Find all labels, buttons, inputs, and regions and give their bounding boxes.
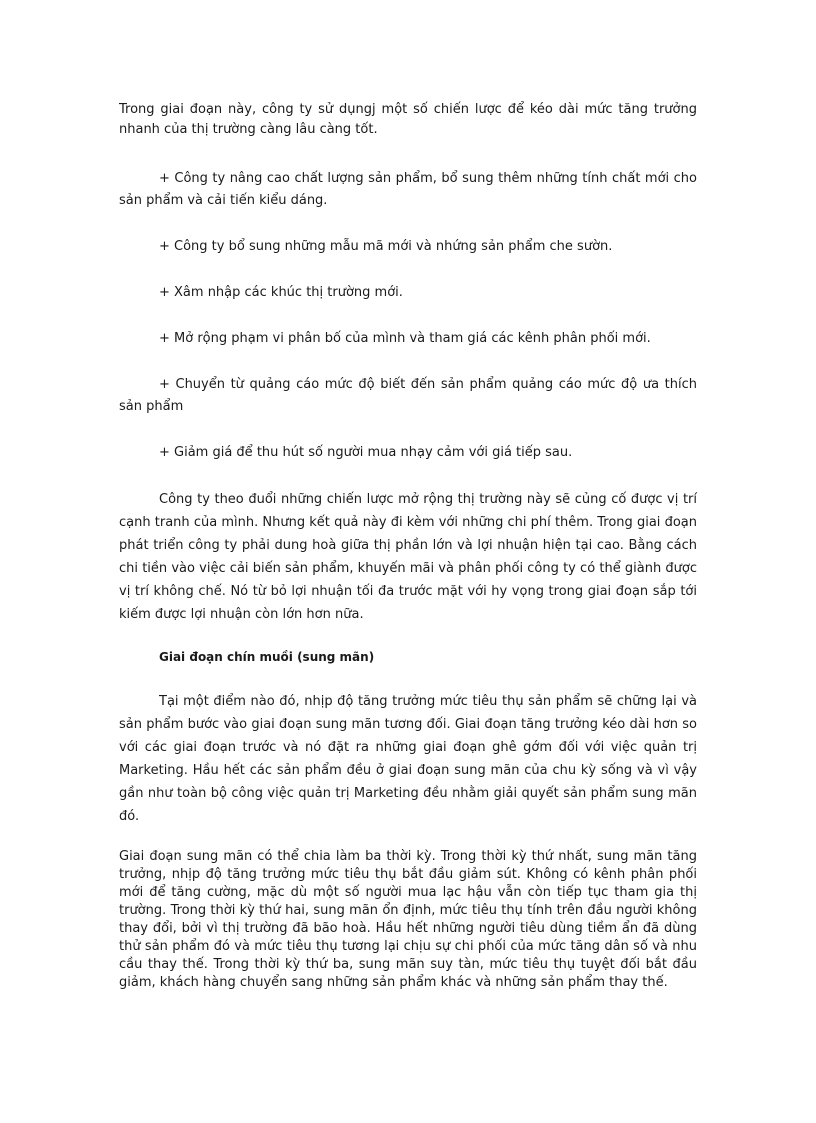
body-paragraph: Giai đoạn sung mãn có thể chia làm ba thời kỳ. Trong thời kỳ thứ nhất, sung mãn tăng trưởng, nhịp độ tăng trưởng mức tiêu thụ bắt đầu giảm sút. Không có kênh phân phối mới để tăng cường, mặc dù một số người mua lạc hậu vẫn còn tiếp tục tham gia thị trường. Trong thời kỳ thứ hai, sung mãn ổn định, mức tiêu thụ tính trên đầu người không thay đổi, bởi vì thị trường đã bão hoà. Hầu hết những người tiêu dùng tiềm ẩn đã dùng thử sản phẩm đó và mức tiêu thụ tương lại chịu sự chi phối của mức tăng dân số và nhu cầu thay thế. Trong thời kỳ thứ ba, sung mãn suy tàn, mức tiêu thụ tuyệt đối bắt đầu giảm, khách hàng chuyển sang những sản phẩm khác và những sản phẩm thay thế.: [119, 849, 697, 990]
bullet-item: + Giảm giá để thu hút số người mua nhạy cảm với giá tiếp sau.: [159, 445, 573, 460]
bullet-item: + Chuyển từ quảng cáo mức độ biết đến sản phẩm quảng cáo mức độ ưa thích sản phẩm: [119, 377, 697, 414]
body-paragraph: Tại một điểm nào đó, nhịp độ tăng trưởng mức tiêu thụ sản phẩm sẽ chững lại và sản phẩm bước vào giai đoạn sung mãn tương đối. Giai đoạn tăng trưởng kéo dài hơn so với các giai đoạn trước và nó đặt ra những giai đoạn ghê gớm đối với việc quản trị Marketing. Hầu hết các sản phẩm đều ở giai đoạn sung mãn của chu kỳ sống và vì vậy gần như toàn bộ công việc quản trị Marketing đều nhằm giải quyết sản phẩm sung mãn đó.: [119, 694, 697, 824]
bullet-item: + Công ty nâng cao chất lượng sản phẩm, bổ sung thêm những tính chất mới cho sản phẩm và cải tiến kiểu dáng.: [119, 171, 697, 208]
bullet-item: + Xâm nhập các khúc thị trường mới.: [159, 285, 403, 300]
document-page: [119, 100, 697, 992]
bullet-item: + Công ty bổ sung những mẫu mã mới và nhứng sản phẩm che sườn.: [159, 239, 613, 254]
bullet-item: + Mở rộng phạm vi phân bố của mình và tham giá các kênh phân phối mới.: [159, 331, 651, 346]
section-heading: Giai đoạn chín muồi (sung mãn): [159, 650, 375, 664]
body-paragraph: Công ty theo đuổi những chiến lược mở rộng thị trường này sẽ củng cố được vị trí cạnh tranh của mình. Nhưng kết quả này đi kèm với những chi phí thêm. Trong giai đoạn phát triển công ty phải dung hoà giữa thị phần lớn và lợi nhuận hiện tại cao. Bằng cách chi tiền vào việc cải biến sản phẩm, khuyến mãi và phân phối công ty có thể giành được vị trí không chế. Nó từ bỏ lợi nhuận tối đa trước mặt với hy vọng trong giai đoạn sắp tới kiếm được lợi nhuận còn lớn hơn nữa.: [119, 492, 697, 622]
intro-paragraph: Trong giai đoạn này, công ty sử dụngj một số chiến lược để kéo dài mức tăng trưởng nhanh của thị trường càng lâu càng tốt.: [119, 102, 697, 137]
